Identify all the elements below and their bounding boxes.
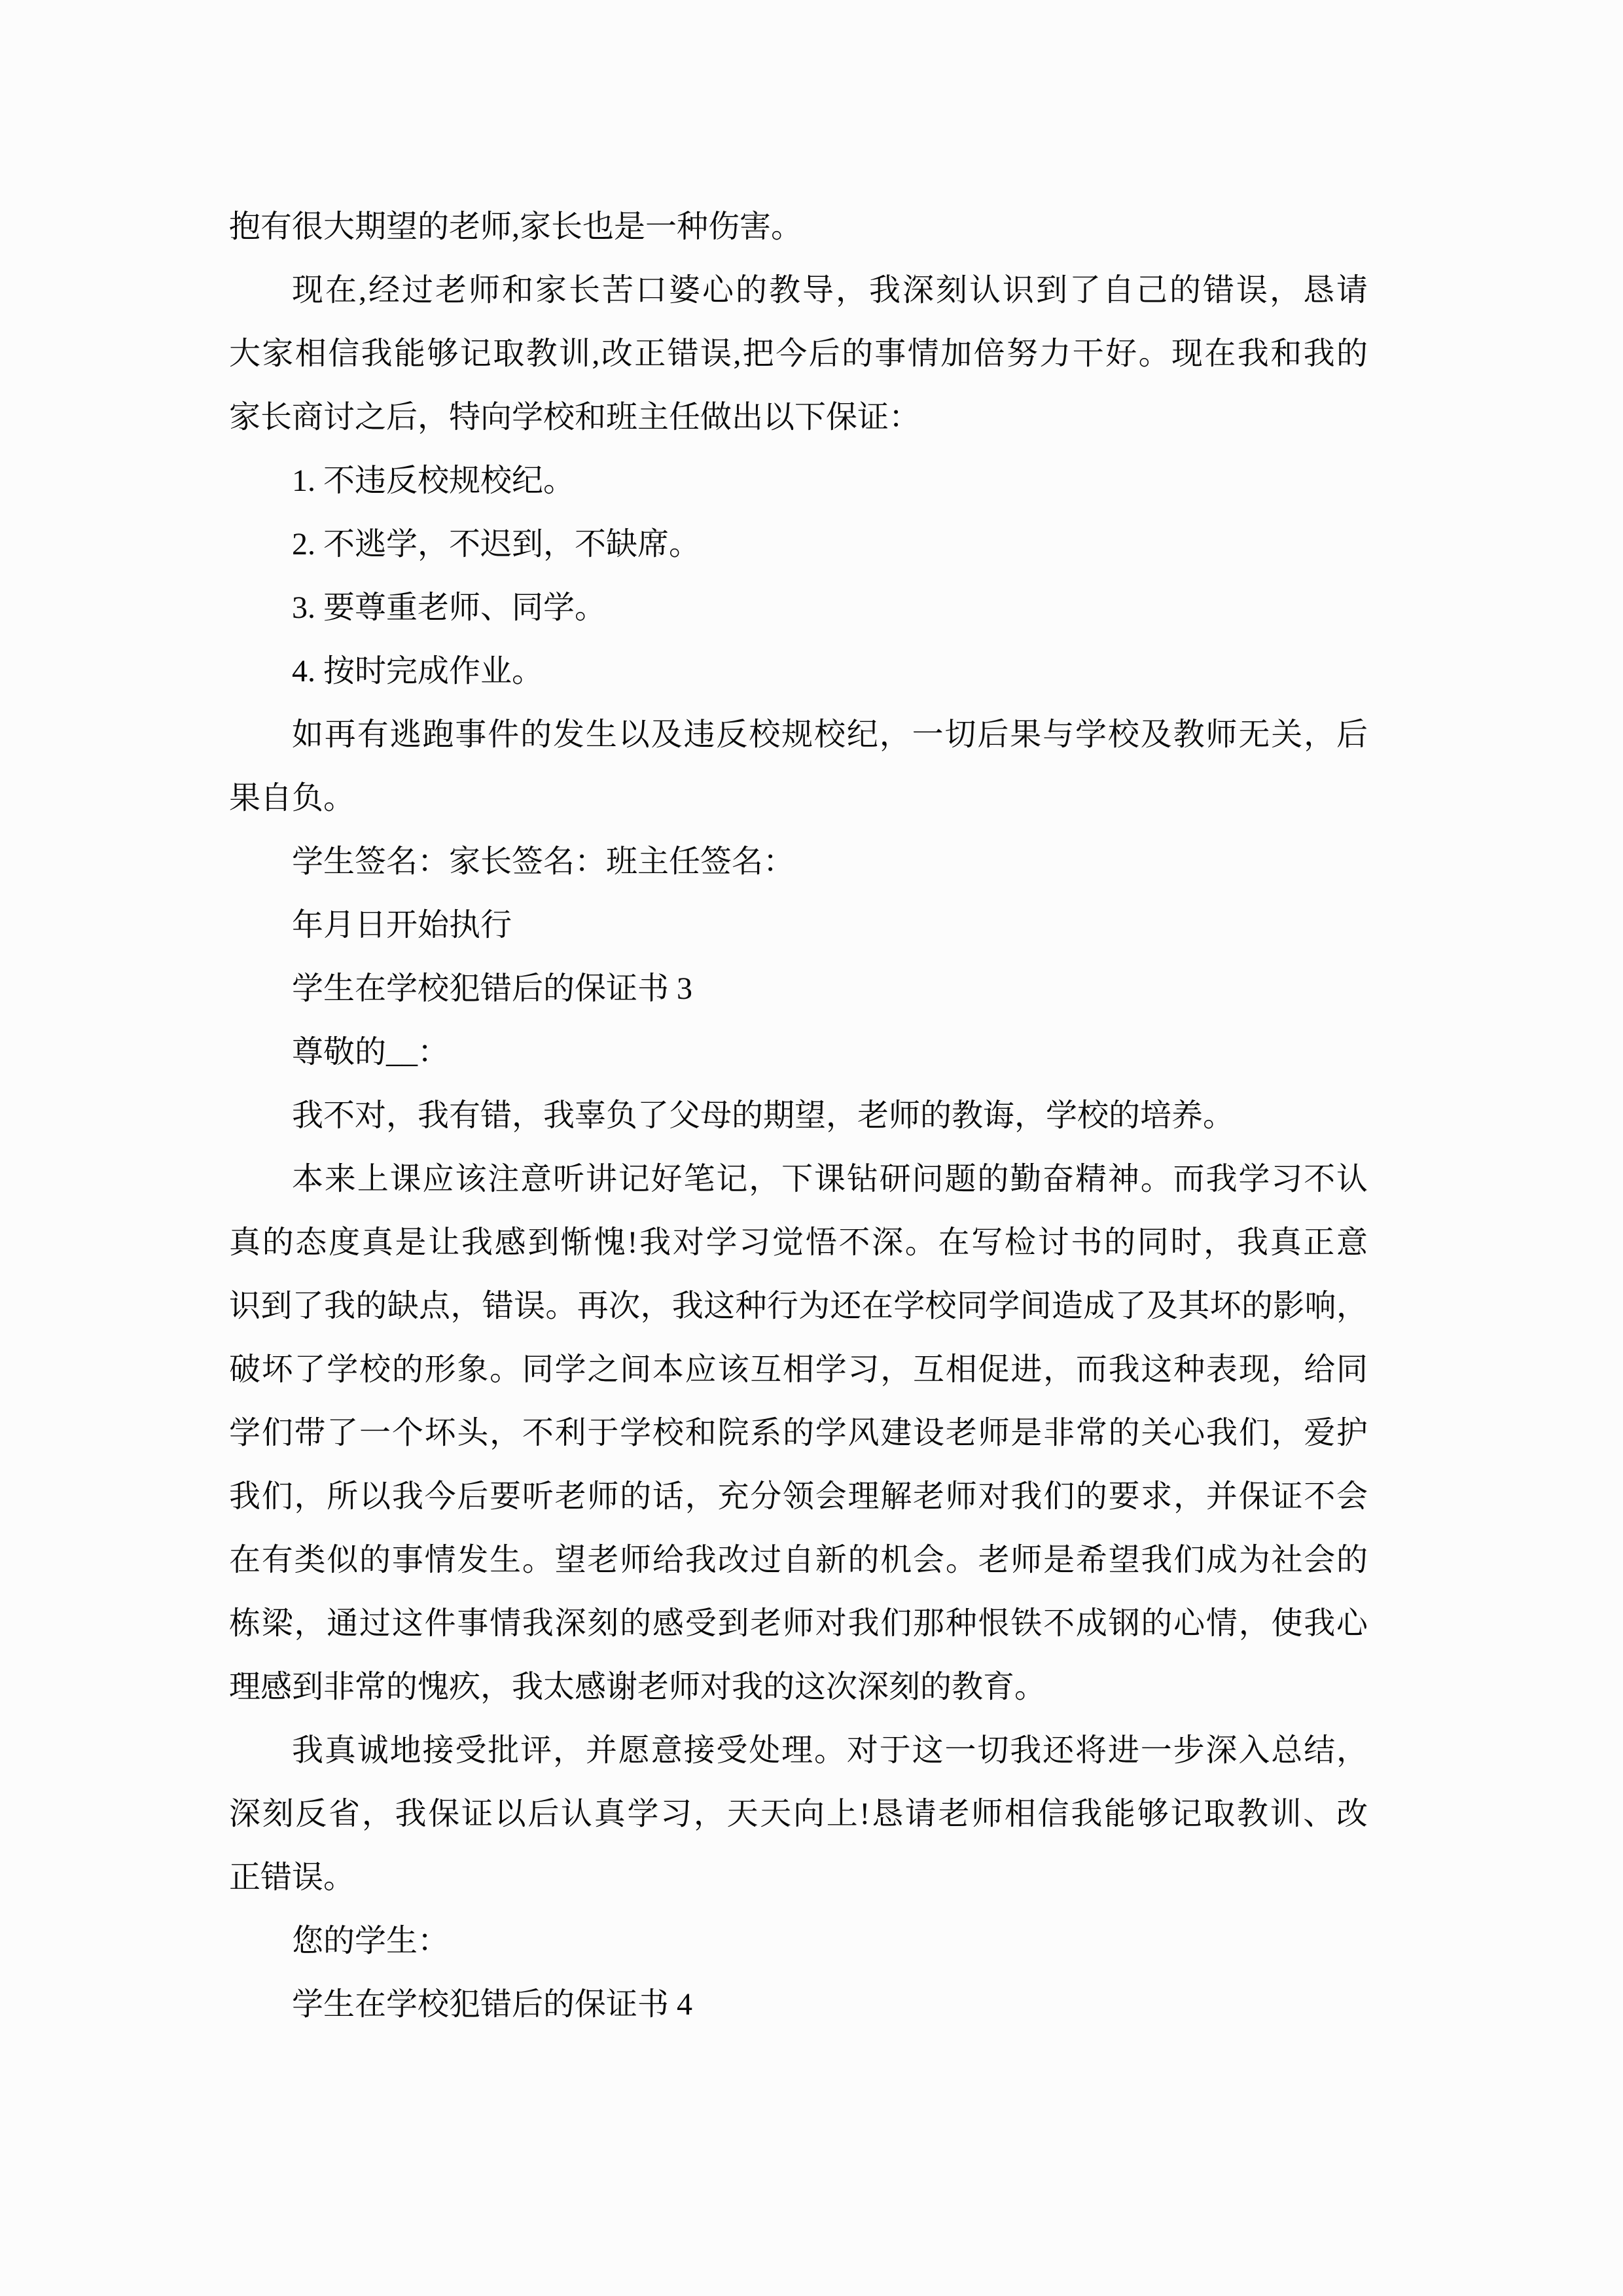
text-line: 4. 按时完成作业。 xyxy=(292,654,544,689)
text-line: 3. 要尊重老师、同学。 xyxy=(292,590,607,625)
text-line: 如再有逃跑事件的发生以及违反校规校纪，一切后果与学校及教师无关，后 xyxy=(292,717,1368,752)
text-line: 现在,经过老师和家长苦口婆心的教导，我深刻认识到了自己的错误，恳请 xyxy=(292,273,1368,308)
text-line: 1. 不违反校规校纪。 xyxy=(292,463,575,498)
text-line: 栋梁，通过这件事情我深刻的感受到老师对我们那种恨铁不成钢的心情，使我心 xyxy=(229,1606,1368,1641)
text-line: 学生在学校犯错后的保证书 4 xyxy=(292,1987,693,2022)
text-content xyxy=(229,195,1368,2036)
text-line: 深刻反省，我保证以后认真学习，天天向上!恳请老师相信我能够记取教训、改 xyxy=(229,1797,1368,1831)
text-line: 学生签名：家长签名：班主任签名： xyxy=(292,844,795,879)
text-line: 正错误。 xyxy=(229,1860,355,1895)
text-line: 我们，所以我今后要听老师的话，充分领会理解老师对我们的要求，并保证不会 xyxy=(229,1479,1368,1514)
text-line: 在有类似的事情发生。望老师给我改过自新的机会。老师是希望我们成为社会的 xyxy=(229,1543,1368,1577)
text-line: 破坏了学校的形象。同学之间本应该互相学习，互相促进，而我这种表现，给同 xyxy=(229,1352,1368,1387)
text-line: 识到了我的缺点，错误。再次，我这种行为还在学校同学间造成了及其坏的影响， xyxy=(229,1289,1368,1323)
text-line: 果自负。 xyxy=(229,781,355,816)
text-line: 学生在学校犯错后的保证书 3 xyxy=(292,971,693,1006)
text-line: 本来上课应该注意听讲记好笔记，下课钻研问题的勤奋精神。而我学习不认 xyxy=(292,1162,1368,1196)
text-line: 学们带了一个坏头，不利于学校和院系的学风建设老师是非常的关心我们，爱护 xyxy=(229,1416,1368,1450)
text-line: 尊敬的__： xyxy=(292,1035,450,1069)
text-line: 年月日开始执行 xyxy=(292,908,512,942)
text-line: 大家相信我能够记取教训,改正错误,把今后的事情加倍努力干好。现在我和我的 xyxy=(229,336,1368,371)
text-line: 2. 不逃学，不迟到，不缺席。 xyxy=(292,527,701,562)
text-line: 我真诚地接受批评，并愿意接受处理。对于这一切我还将进一步深入总结， xyxy=(292,1733,1368,1768)
text-line: 真的态度真是让我感到惭愧!我对学习觉悟不深。在写检讨书的同时，我真正意 xyxy=(229,1225,1368,1260)
text-line: 理感到非常的愧疚，我太感谢老师对我的这次深刻的教育。 xyxy=(229,1670,1046,1704)
text-line: 抱有很大期望的老师,家长也是一种伤害。 xyxy=(229,209,803,244)
text-line: 您的学生： xyxy=(292,1924,450,1958)
text-line: 我不对，我有错，我辜负了父母的期望，老师的教诲，学校的培养。 xyxy=(292,1098,1235,1133)
text-line: 家长商讨之后，特向学校和班主任做出以下保证： xyxy=(229,400,921,435)
